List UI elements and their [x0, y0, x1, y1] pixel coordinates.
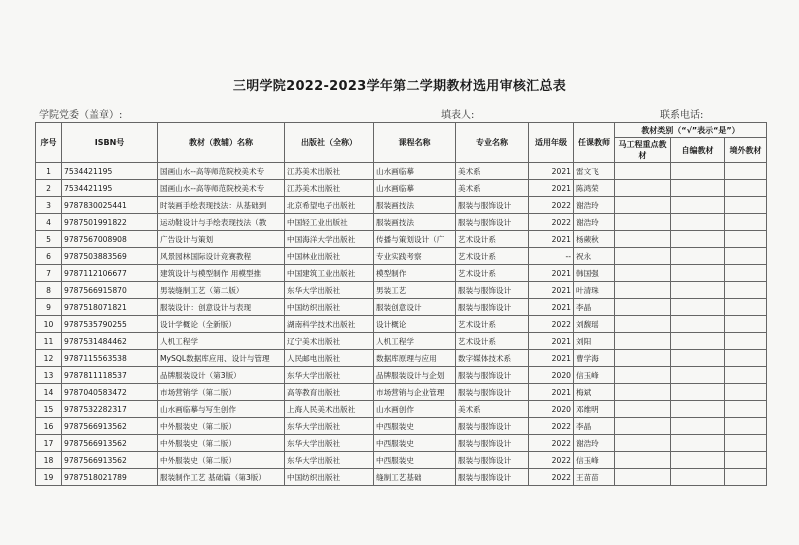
teacher-cell: 曹学海: [574, 350, 615, 367]
table-row: [36, 316, 767, 333]
year-cell: 2021: [529, 163, 574, 180]
cat-marxism-cell: [615, 469, 671, 486]
table-row: [36, 282, 767, 299]
teacher-cell: 谢浩玲: [574, 214, 615, 231]
table-row: [36, 350, 767, 367]
table-row: [36, 384, 767, 401]
cat-foreign-cell: [725, 163, 767, 180]
major-cell: 服装与服饰设计: [456, 435, 529, 452]
cat-foreign-cell: [725, 469, 767, 486]
cat-self-cell: [671, 231, 725, 248]
cat-foreign-cell: [725, 299, 767, 316]
teacher-cell: 韩国强: [574, 265, 615, 282]
cat-marxism-cell: [615, 367, 671, 384]
course-cell: 男装工艺: [374, 282, 456, 299]
name-cell: 服装制作工艺 基础篇（第3版）: [158, 469, 285, 486]
seq-cell: 10: [36, 316, 62, 333]
teacher-cell: 信玉峰: [574, 452, 615, 469]
name-cell: 广告设计与策划: [158, 231, 285, 248]
teacher-cell: 刘阳: [574, 333, 615, 350]
course-cell: 传播与策划设计（广: [374, 231, 456, 248]
cat-self-cell: [671, 384, 725, 401]
isbn-cell: 9787566913562: [62, 452, 158, 469]
year-cell: 2022: [529, 316, 574, 333]
isbn-cell: 9787112106677: [62, 265, 158, 282]
teacher-cell: 叶清珠: [574, 282, 615, 299]
year-cell: 2021: [529, 180, 574, 197]
isbn-cell: 9787535790255: [62, 316, 158, 333]
table-row: [36, 333, 767, 350]
cat-self-cell: [671, 333, 725, 350]
publisher-cell: 北京希望电子出版社: [285, 197, 374, 214]
cat-foreign-cell: [725, 350, 767, 367]
isbn-cell: 9787501991822: [62, 214, 158, 231]
cat-marxism-cell: [615, 384, 671, 401]
course-cell: 山水画临摹: [374, 163, 456, 180]
table-row: [36, 265, 767, 282]
cat-marxism-cell: [615, 180, 671, 197]
name-cell: 时装画手绘表现技法：从基础到: [158, 197, 285, 214]
course-cell: 品牌服装设计与企划: [374, 367, 456, 384]
major-cell: 服装与服饰设计: [456, 367, 529, 384]
cat-self-cell: [671, 452, 725, 469]
table-row: [36, 452, 767, 469]
name-cell: 中外服装史（第二版）: [158, 435, 285, 452]
major-cell: 艺术设计系: [456, 248, 529, 265]
cat-marxism-cell: [615, 197, 671, 214]
major-cell: 美术系: [456, 180, 529, 197]
publisher-cell: 江苏美术出版社: [285, 163, 374, 180]
cat-marxism-cell: [615, 248, 671, 265]
cat-self-cell: [671, 180, 725, 197]
cat-marxism-cell: [615, 435, 671, 452]
major-cell: 服装与服饰设计: [456, 299, 529, 316]
cat-self-cell: [671, 367, 725, 384]
course-cell: 中西服装史: [374, 435, 456, 452]
seq-cell: 13: [36, 367, 62, 384]
seq-cell: 15: [36, 401, 62, 418]
cat-foreign-cell: [725, 418, 767, 435]
cat-foreign-cell: [725, 367, 767, 384]
cat-marxism-cell: [615, 299, 671, 316]
table-row: [36, 214, 767, 231]
course-cell: 中西服装史: [374, 418, 456, 435]
course-cell: 专业实践考察: [374, 248, 456, 265]
name-cell: 风景园林国际设计竞赛教程: [158, 248, 285, 265]
name-cell: 山水画临摹与写生创作: [158, 401, 285, 418]
course-cell: 数据库原理与应用: [374, 350, 456, 367]
year-cell: 2021: [529, 384, 574, 401]
isbn-cell: 9787830025441: [62, 197, 158, 214]
course-cell: 缝制工艺基础: [374, 469, 456, 486]
table-row: [36, 401, 767, 418]
course-cell: 市场营销与企业管理: [374, 384, 456, 401]
year-cell: 2020: [529, 367, 574, 384]
year-cell: 2020: [529, 401, 574, 418]
cat-self-cell: [671, 248, 725, 265]
filler-label: 填表人:: [441, 110, 475, 121]
major-cell: 服装与服饰设计: [456, 214, 529, 231]
teacher-cell: 雷文飞: [574, 163, 615, 180]
cat-marxism-cell: [615, 316, 671, 333]
year-cell: 2022: [529, 214, 574, 231]
publisher-cell: 中国海洋大学出版社: [285, 231, 374, 248]
seq-cell: 6: [36, 248, 62, 265]
year-cell: --: [529, 248, 574, 265]
cat-foreign-cell: [725, 316, 767, 333]
cat-marxism-cell: [615, 163, 671, 180]
cat-marxism-cell: [615, 265, 671, 282]
seq-cell: 1: [36, 163, 62, 180]
teacher-cell: 谢浩玲: [574, 197, 615, 214]
isbn-cell: 9787531484462: [62, 333, 158, 350]
year-cell: 2021: [529, 350, 574, 367]
year-cell: 2021: [529, 282, 574, 299]
major-cell: 服装与服饰设计: [456, 418, 529, 435]
publisher-cell: 东华大学出版社: [285, 452, 374, 469]
cat-marxism-cell: [615, 214, 671, 231]
year-cell: 2021: [529, 265, 574, 282]
cat-self-cell: [671, 401, 725, 418]
major-cell: 数字媒体技术系: [456, 350, 529, 367]
year-cell: 2022: [529, 197, 574, 214]
year-cell: 2022: [529, 418, 574, 435]
publisher-cell: 上海人民美术出版社: [285, 401, 374, 418]
table-row: [36, 367, 767, 384]
table-row: [36, 197, 767, 214]
cat-marxism-cell: [615, 333, 671, 350]
isbn-cell: 9787532282317: [62, 401, 158, 418]
course-cell: 山水画临摹: [374, 180, 456, 197]
header-course: 课程名称: [374, 123, 456, 163]
cat-foreign-cell: [725, 214, 767, 231]
cat-foreign-cell: [725, 384, 767, 401]
publisher-cell: 东华大学出版社: [285, 418, 374, 435]
publisher-cell: 中国轻工业出版社: [285, 214, 374, 231]
cat-marxism-cell: [615, 231, 671, 248]
cat-foreign-cell: [725, 333, 767, 350]
seq-cell: 17: [36, 435, 62, 452]
name-cell: 品牌服装设计（第3版）: [158, 367, 285, 384]
name-cell: 设计学概论（全新版）: [158, 316, 285, 333]
teacher-cell: 刘馥瑶: [574, 316, 615, 333]
seq-cell: 12: [36, 350, 62, 367]
cat-foreign-cell: [725, 180, 767, 197]
isbn-cell: 9787503883569: [62, 248, 158, 265]
seq-cell: 5: [36, 231, 62, 248]
seq-cell: 11: [36, 333, 62, 350]
cat-self-cell: [671, 265, 725, 282]
cat-foreign-cell: [725, 452, 767, 469]
header-cat-foreign: 境外教材: [725, 138, 767, 163]
cat-self-cell: [671, 316, 725, 333]
cat-marxism-cell: [615, 452, 671, 469]
seq-cell: 4: [36, 214, 62, 231]
table-row: [36, 231, 767, 248]
publisher-cell: 高等教育出版社: [285, 384, 374, 401]
isbn-cell: 9787040583472: [62, 384, 158, 401]
header-publisher: 出版社（全称）: [285, 123, 374, 163]
year-cell: 2022: [529, 452, 574, 469]
publisher-cell: 东华大学出版社: [285, 435, 374, 452]
year-cell: 2022: [529, 435, 574, 452]
major-cell: 美术系: [456, 163, 529, 180]
course-cell: 服装画技法: [374, 197, 456, 214]
course-cell: 服装画技法: [374, 214, 456, 231]
year-cell: 2022: [529, 469, 574, 486]
major-cell: 服装与服饰设计: [456, 452, 529, 469]
name-cell: 中外服装史（第二版）: [158, 452, 285, 469]
cat-foreign-cell: [725, 435, 767, 452]
publisher-cell: 辽宁美术出版社: [285, 333, 374, 350]
publisher-cell: 中国纺织出版社: [285, 469, 374, 486]
seq-cell: 8: [36, 282, 62, 299]
cat-foreign-cell: [725, 231, 767, 248]
seq-cell: 3: [36, 197, 62, 214]
cat-self-cell: [671, 163, 725, 180]
course-cell: 山水画创作: [374, 401, 456, 418]
name-cell: 男装缝制工艺（第二版）: [158, 282, 285, 299]
header-year: 适用年级: [529, 123, 574, 163]
seq-cell: 9: [36, 299, 62, 316]
course-cell: 中西服装史: [374, 452, 456, 469]
cat-marxism-cell: [615, 282, 671, 299]
teacher-cell: 杨蕨秋: [574, 231, 615, 248]
isbn-cell: 9787115563538: [62, 350, 158, 367]
isbn-cell: 9787811118537: [62, 367, 158, 384]
teacher-cell: 邓维明: [574, 401, 615, 418]
seq-cell: 7: [36, 265, 62, 282]
header-major: 专业名称: [456, 123, 529, 163]
contact-label: 联系电话:: [660, 110, 704, 121]
major-cell: 艺术设计系: [456, 316, 529, 333]
course-cell: 服装创意设计: [374, 299, 456, 316]
isbn-cell: 9787566915870: [62, 282, 158, 299]
teacher-cell: 陈鸿荣: [574, 180, 615, 197]
isbn-cell: 9787518021789: [62, 469, 158, 486]
textbook-table: [35, 122, 767, 486]
teacher-cell: 李晶: [574, 418, 615, 435]
isbn-cell: 7534421195: [62, 180, 158, 197]
name-cell: 建筑设计与模型制作 用模型推: [158, 265, 285, 282]
isbn-cell: 7534421195: [62, 163, 158, 180]
course-cell: 人机工程学: [374, 333, 456, 350]
seq-cell: 2: [36, 180, 62, 197]
cat-self-cell: [671, 469, 725, 486]
isbn-cell: 9787566913562: [62, 435, 158, 452]
name-cell: 人机工程学: [158, 333, 285, 350]
teacher-cell: 祝永: [574, 248, 615, 265]
major-cell: 服装与服饰设计: [456, 469, 529, 486]
year-cell: 2021: [529, 299, 574, 316]
course-cell: 模型制作: [374, 265, 456, 282]
cat-self-cell: [671, 350, 725, 367]
isbn-cell: 9787567008908: [62, 231, 158, 248]
cat-self-cell: [671, 214, 725, 231]
header-cat-marxism: 马工程重点教材: [615, 138, 671, 163]
name-cell: 国画山水--高等师范院校美术专: [158, 163, 285, 180]
page-title: 三明学院2022-2023学年第二学期教材选用审核汇总表: [232, 79, 567, 94]
cat-foreign-cell: [725, 197, 767, 214]
publisher-cell: 中国林业出版社: [285, 248, 374, 265]
publisher-cell: 中国纺织出版社: [285, 299, 374, 316]
teacher-cell: 王苗苗: [574, 469, 615, 486]
seq-cell: 18: [36, 452, 62, 469]
seq-cell: 14: [36, 384, 62, 401]
year-cell: 2021: [529, 333, 574, 350]
seq-cell: 16: [36, 418, 62, 435]
major-cell: 艺术设计系: [456, 265, 529, 282]
isbn-cell: 9787518071821: [62, 299, 158, 316]
cat-foreign-cell: [725, 401, 767, 418]
table-row: [36, 299, 767, 316]
publisher-cell: 人民邮电出版社: [285, 350, 374, 367]
header-seq: 序号: [36, 123, 62, 163]
header-category: 教材类别（“√”表示“是”）: [615, 123, 767, 138]
major-cell: 艺术设计系: [456, 333, 529, 350]
major-cell: 美术系: [456, 401, 529, 418]
table-row: [36, 469, 767, 486]
teacher-cell: 梅斌: [574, 384, 615, 401]
year-cell: 2021: [529, 231, 574, 248]
publisher-cell: 中国建筑工业出版社: [285, 265, 374, 282]
cat-self-cell: [671, 197, 725, 214]
header-name: 教材（教辅）名称: [158, 123, 285, 163]
teacher-cell: 谢浩玲: [574, 435, 615, 452]
cat-self-cell: [671, 435, 725, 452]
publisher-cell: 东华大学出版社: [285, 367, 374, 384]
major-cell: 艺术设计系: [456, 231, 529, 248]
publisher-cell: 江苏美术出版社: [285, 180, 374, 197]
name-cell: 国画山水--高等师范院校美术专: [158, 180, 285, 197]
publisher-cell: 湖南科学技术出版社: [285, 316, 374, 333]
cat-foreign-cell: [725, 248, 767, 265]
major-cell: 服装与服饰设计: [456, 282, 529, 299]
table-row: [36, 435, 767, 452]
major-cell: 服装与服饰设计: [456, 384, 529, 401]
cat-marxism-cell: [615, 350, 671, 367]
table-body: [36, 163, 767, 486]
header-isbn: ISBN号: [62, 123, 158, 163]
name-cell: 运动鞋设计与手绘表现技法（教: [158, 214, 285, 231]
cat-marxism-cell: [615, 401, 671, 418]
name-cell: 市场营销学（第二版）: [158, 384, 285, 401]
cat-self-cell: [671, 282, 725, 299]
table-row: [36, 180, 767, 197]
cat-self-cell: [671, 299, 725, 316]
course-cell: 设计概论: [374, 316, 456, 333]
seq-cell: 19: [36, 469, 62, 486]
header-cat-self: 自编教材: [671, 138, 725, 163]
cat-foreign-cell: [725, 265, 767, 282]
publisher-cell: 东华大学出版社: [285, 282, 374, 299]
table-row: [36, 248, 767, 265]
college-label: 学院党委（盖章）:: [39, 110, 123, 121]
name-cell: 中外服装史（第二版）: [158, 418, 285, 435]
cat-self-cell: [671, 418, 725, 435]
cat-marxism-cell: [615, 418, 671, 435]
teacher-cell: 信玉峰: [574, 367, 615, 384]
table-row: [36, 418, 767, 435]
major-cell: 服装与服饰设计: [456, 197, 529, 214]
teacher-cell: 李晶: [574, 299, 615, 316]
name-cell: 服装设计：创意设计与表现: [158, 299, 285, 316]
name-cell: MySQL数据库应用、设计与管理: [158, 350, 285, 367]
cat-foreign-cell: [725, 282, 767, 299]
header-teacher: 任课教师: [574, 123, 615, 163]
isbn-cell: 9787566913562: [62, 418, 158, 435]
table-row: [36, 163, 767, 180]
